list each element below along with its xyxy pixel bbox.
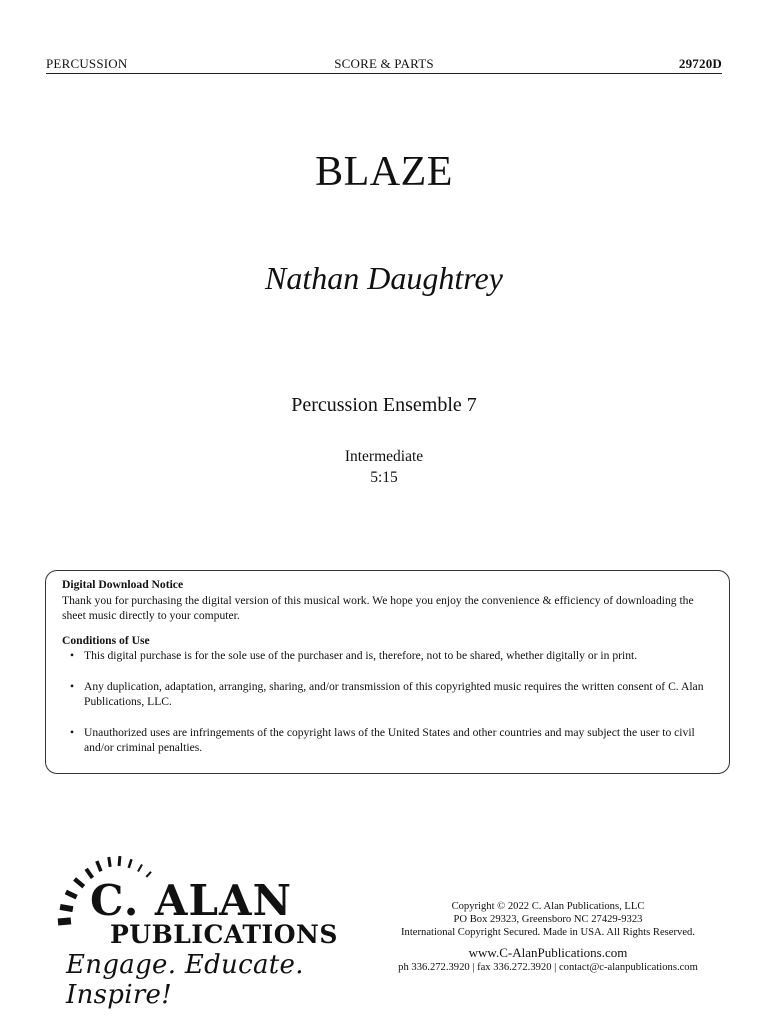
composer-name: Nathan Daughtrey — [265, 260, 503, 296]
difficulty-label: Intermediate — [344, 448, 424, 465]
ensemble-label: Percussion Ensemble 7 — [291, 394, 477, 416]
publisher-contact — [380, 900, 716, 974]
publisher-logo — [50, 850, 340, 1010]
edition-label: SCORE & PARTS — [334, 56, 434, 71]
condition-item: • This digital purchase is for the sole use of the purchaser and is, therefore, not to be shared, whether digitally or in print. — [62, 648, 719, 664]
rights-line: International Copyright Secured. Made in USA. All Rights Reserved. — [401, 927, 695, 938]
phone-line: ph 336.272.3920 | fax 336.272.3920 | contact@c-alanpublications.com — [398, 962, 698, 973]
condition-item: • Unauthorized uses are infringements of the copyright laws of the United States and other countries and may subject the user to civil and/or criminal penalties. — [62, 725, 719, 756]
address-line: PO Box 29323, Greensboro NC 27429-9323 — [453, 914, 643, 925]
catalog-number: 29720D — [678, 56, 722, 71]
condition-item: • Any duplication, adaptation, arranging, sharing, and/or transmission of this copyrighted music requires the written consent of C. Alan Publications, LLC. — [62, 679, 719, 710]
piece-title: BLAZE — [315, 149, 453, 195]
conditions-heading: Conditions of Use — [62, 633, 150, 647]
notice-heading: Digital Download Notice — [62, 578, 184, 591]
copyright-line: Copyright © 2022 C. Alan Publications, LLC — [451, 901, 645, 912]
category-label: PERCUSSION — [46, 56, 128, 71]
header-bar — [46, 55, 722, 74]
logo-tagline: Engage. Educate. Inspire! — [66, 950, 304, 1010]
conditions-list — [62, 648, 719, 756]
duration-label: 5:15 — [370, 469, 398, 486]
notice-text: Thank you for purchasing the digital version of this musical work. We hope you enjoy the convenience & efficiency of downloading the sheet music directly to your computer. — [62, 593, 694, 622]
download-notice-box — [45, 570, 730, 774]
logo-publications: PUBLICATIONS — [110, 920, 338, 949]
logo-name: C. ALAN — [90, 876, 293, 925]
level-info — [0, 446, 768, 488]
website-link[interactable]: www.C-AlanPublications.com — [468, 945, 628, 960]
